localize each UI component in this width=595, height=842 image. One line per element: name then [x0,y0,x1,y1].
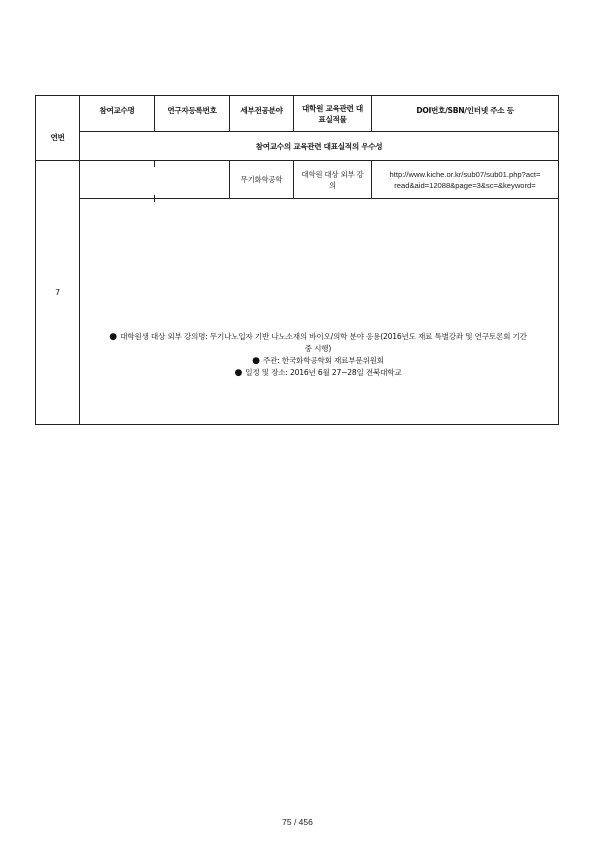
cell-achievement-line2: 의 [329,180,336,190]
header-achievement [294,96,372,132]
description-item-1 [82,331,554,343]
excellence-description [80,199,559,425]
header-researcher-no-label: 연구자등록번호 [167,106,217,115]
header-professor-label: 참여교수명 [99,106,135,115]
description-line1: 대학원생 대상 외부 강의명: 무기나노입자 기반 나노소재의 바이오/의학 분야 응용(2016년도 재료 특별강좌 및 연구토론회 기간 [117,331,527,341]
header-doi [372,96,559,132]
header-researcher-no [155,96,230,132]
description-row [36,199,559,425]
row-number [36,161,80,425]
cell-divider-mark-top [154,160,155,167]
description-line2: 주관: 한국화학공학회 재료부문위원회 [260,355,384,365]
cell-professor [80,161,155,199]
subheader-row [36,132,559,161]
cell-field-value: 무기화학공학 [240,175,283,184]
cell-researcher-no [155,161,230,199]
description-line3: 일정 및 장소: 2016년 6월 27~28일 전북대학교 [243,367,402,377]
header-number [36,96,80,161]
header-doi-label: DOI번호/SBN/인터넷 주소 등 [416,106,514,115]
header-achievement-line2: 표실적물 [318,114,347,124]
bullet-icon: ● [234,367,243,378]
bullet-icon: ● [109,331,117,342]
bullet-icon: ● [252,355,260,366]
header-field [230,96,294,132]
cell-url [372,161,559,199]
cell-field [230,161,294,199]
description-item-3 [82,367,554,379]
header-field-label: 세부전공분야 [240,106,283,115]
header-row [36,96,559,132]
description-line1-cont: 중 시행) [304,343,332,353]
cell-achievement [294,161,372,199]
header-excellence [80,132,559,161]
table-row [36,161,559,199]
description-item-2 [82,355,554,367]
cell-url-line2: read&aid=12088&page=3&sc=&keyword= [394,180,536,190]
header-excellence-label: 참여교수의 교육관련 대표실적의 우수성 [255,141,383,151]
header-number-label: 연번 [50,132,65,142]
cell-url-line1: http://www.kiche.or.kr/sub07/sub01.php?act= [389,169,541,179]
cell-achievement-line1: 대학원 대상 외부 강 [301,169,364,179]
header-achievement-line1: 대학원 교육관련 대 [302,103,363,113]
header-professor [80,96,155,132]
row-number-value: 7 [55,288,60,297]
cell-divider-mark-bottom [154,195,155,202]
achievement-table [35,95,559,425]
page-number: 75 / 456 [282,817,313,827]
